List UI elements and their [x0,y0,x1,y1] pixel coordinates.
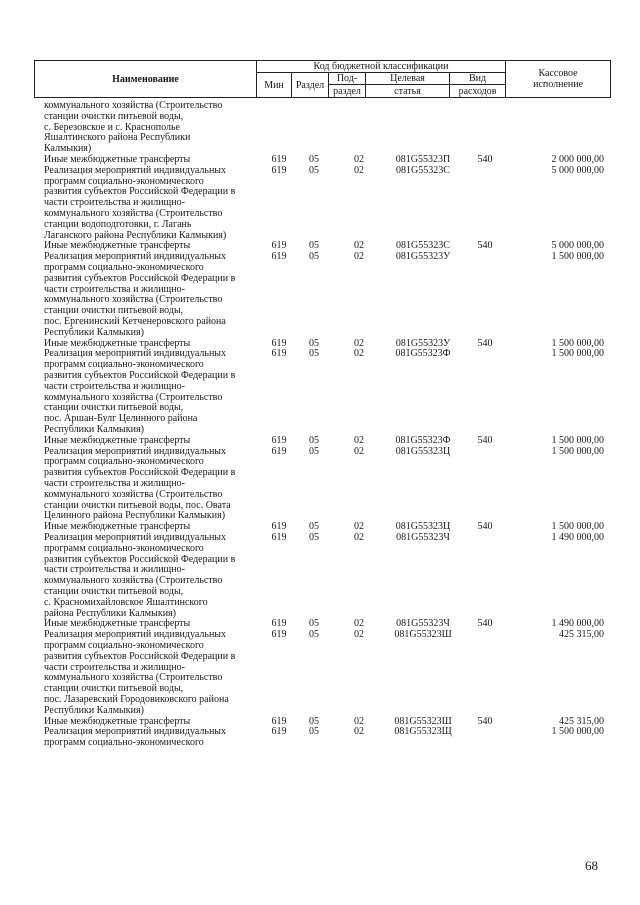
row-kassovoe: 1 490 000,00 [551,531,604,543]
row-min: 619 [271,337,287,349]
row-celevaya: 081G55323Ч [396,531,450,543]
row-vid: 540 [477,154,493,165]
row-podrazdel: 02 [354,531,364,543]
header-kassovoe-line1: Кассовое [538,68,578,79]
header-podrazdel-line1: Под- [329,73,366,85]
row-razdel: 05 [309,531,319,543]
row-razdel: 05 [309,240,319,252]
row-name: Иные межбюджетные трансферты [44,715,191,727]
row-name: Реализация мероприятий индивидуальных программ социально-экономического [44,726,227,749]
table-row [0,101,640,155]
row-name: Иные межбюджетные трансферты [44,240,191,252]
row-razdel: 05 [309,434,319,446]
table-body [0,101,640,749]
table-row [0,727,640,749]
header-vid-line2: расходов [450,85,506,98]
row-podrazdel: 02 [354,240,364,252]
row-kassovoe: 1 490 000,00 [551,618,604,630]
row-podrazdel: 02 [354,445,364,457]
row-razdel: 05 [309,337,319,349]
row-celevaya: 081G55323Ц [395,445,451,457]
row-kassovoe: 425 315,00 [559,715,604,727]
row-name: Реализация мероприятий индивидуальных программ социально-экономического развития субъектов Российской Федерации в части строительства и жилищно- коммунального хозяйства (Строительство станции очистки питьевой воды, пос. Аршан-Булг Целинного района Республики Калмыкия) [44,348,236,435]
row-kassovoe: 425 315,00 [559,629,604,641]
table-row [0,436,640,447]
row-min: 619 [271,251,287,263]
row-name: Реализация мероприятий индивидуальных программ социально-экономического развития субъектов Российской Федерации в части строительства и жилищно- коммунального хозяйства (Строительство станции водоподготовки, г. Лагань Лаганского района Республики Калмыкия) [44,164,236,241]
row-celevaya: 081G55323Ц [395,521,451,533]
row-podrazdel: 02 [354,521,364,533]
row-razdel: 05 [309,251,319,263]
row-celevaya: 081G55323Ш [394,629,452,641]
row-min: 619 [271,715,287,727]
row-vid: 540 [477,240,493,252]
row-celevaya: 081G55323С [396,240,450,252]
row-razdel: 05 [309,154,319,165]
table-row [0,630,640,716]
row-min: 619 [271,240,287,252]
row-kassovoe: 1 500 000,00 [551,726,604,738]
row-podrazdel: 02 [354,348,364,360]
row-name: Реализация мероприятий индивидуальных программ социально-экономического развития субъектов Российской Федерации в части строительства и жилищно- коммунального хозяйства (Строительство станции очистки питьевой воды, пос. Овата Целинного района Республики Калмыкия) [44,445,236,522]
row-name: Реализация мероприятий индивидуальных программ социально-экономического развития субъектов Российской Федерации в части строительства и жилищно- коммунального хозяйства (Строительство станции очистки питьевой воды, с. Красномихайловское Яшалтинского района Республики Калмыкия) [44,531,236,619]
header-name: Наименование [35,61,257,98]
row-name: Иные межбюджетные трансферты [44,434,191,446]
row-vid: 540 [477,618,493,630]
row-podrazdel: 02 [354,715,364,727]
row-name: Реализация мероприятий индивидуальных программ социально-экономического развития субъектов Российской Федерации в части строительства и жилищно- коммунального хозяйства (Строительство станции очистки питьевой воды, пос. Ергенинский Кетченеровского района Республики Калмыкия) [44,251,236,338]
header-min: Мин [257,73,292,98]
header-kassovoe-line2: исполнение [533,79,584,90]
table-row [0,166,640,242]
row-razdel: 05 [309,521,319,533]
row-min: 619 [271,445,287,457]
row-kassovoe: 1 500 000,00 [551,434,604,446]
row-kassovoe: 2 000 000,00 [551,154,604,165]
row-kassovoe: 1 500 000,00 [551,348,604,360]
header-razdel: Раздел [292,73,329,98]
row-razdel: 05 [309,164,319,176]
row-vid: 540 [477,715,493,727]
row-name: Иные межбюджетные трансферты [44,337,191,349]
row-podrazdel: 02 [354,618,364,630]
row-razdel: 05 [309,715,319,727]
row-name: Иные межбюджетные трансферты [44,618,191,630]
row-kassovoe: 1 500 000,00 [551,337,604,349]
row-razdel: 05 [309,618,319,630]
row-min: 619 [271,521,287,533]
row-podrazdel: 02 [354,154,364,165]
header-budget-code-group: Код бюджетной классификации [257,61,506,73]
table-header [34,60,611,98]
row-razdel: 05 [309,726,319,738]
row-vid: 540 [477,337,493,349]
row-kassovoe: 1 500 000,00 [551,251,604,263]
row-min: 619 [271,531,287,543]
row-min: 619 [271,164,287,176]
row-celevaya: 081G55323Щ [394,726,452,738]
row-min: 619 [271,154,287,165]
row-podrazdel: 02 [354,164,364,176]
row-celevaya: 081G55323Ш [394,715,452,727]
header-kassovoe [506,61,611,98]
row-kassovoe: 1 500 000,00 [551,445,604,457]
row-podrazdel: 02 [354,251,364,263]
row-celevaya: 081G55323Ф [395,348,451,360]
header-vid-line1: Вид [450,73,506,85]
row-celevaya: 081G55323Ф [395,434,451,446]
row-name: Реализация мероприятий индивидуальных программ социально-экономического развития субъектов Российской Федерации в части строительства и жилищно- коммунального хозяйства (Строительство станции очистки питьевой воды, пос. Лазаревский Городовиковского района Республики Калмыкия) [44,629,236,716]
row-podrazdel: 02 [354,337,364,349]
row-celevaya: 081G55323У [395,337,451,349]
row-min: 619 [271,726,287,738]
row-name: Иные межбюджетные трансферты [44,521,191,533]
page-number: 68 [585,858,598,873]
header-celevaya-line1: Целевая [366,73,450,85]
row-podrazdel: 02 [354,629,364,641]
row-razdel: 05 [309,348,319,360]
row-celevaya: 081G55323Ч [396,618,450,630]
header-podrazdel-line2: раздел [329,85,366,98]
table-row [0,447,640,523]
row-min: 619 [271,629,287,641]
row-celevaya: 081G55323П [395,154,451,165]
row-celevaya: 081G55323С [396,164,450,176]
row-kassovoe: 1 500 000,00 [551,521,604,533]
row-vid: 540 [477,434,493,446]
row-podrazdel: 02 [354,434,364,446]
row-min: 619 [271,348,287,360]
row-name: коммунального хозяйства (Строительство станции очистки питьевой воды, с. Березовское и с. Краснополье Яшалтинского района Республики Калмыкия) [44,100,223,155]
header-celevaya-line2: статья [366,85,450,98]
row-razdel: 05 [309,629,319,641]
row-podrazdel: 02 [354,726,364,738]
table-row [0,252,640,338]
row-min: 619 [271,434,287,446]
row-name: Иные межбюджетные трансферты [44,154,191,165]
row-celevaya: 081G55323У [395,251,451,263]
row-min: 619 [271,618,287,630]
row-kassovoe: 5 000 000,00 [551,164,604,176]
table-row [0,349,640,435]
row-razdel: 05 [309,445,319,457]
row-vid: 540 [477,521,493,533]
table-row [0,533,640,619]
row-kassovoe: 5 000 000,00 [551,240,604,252]
